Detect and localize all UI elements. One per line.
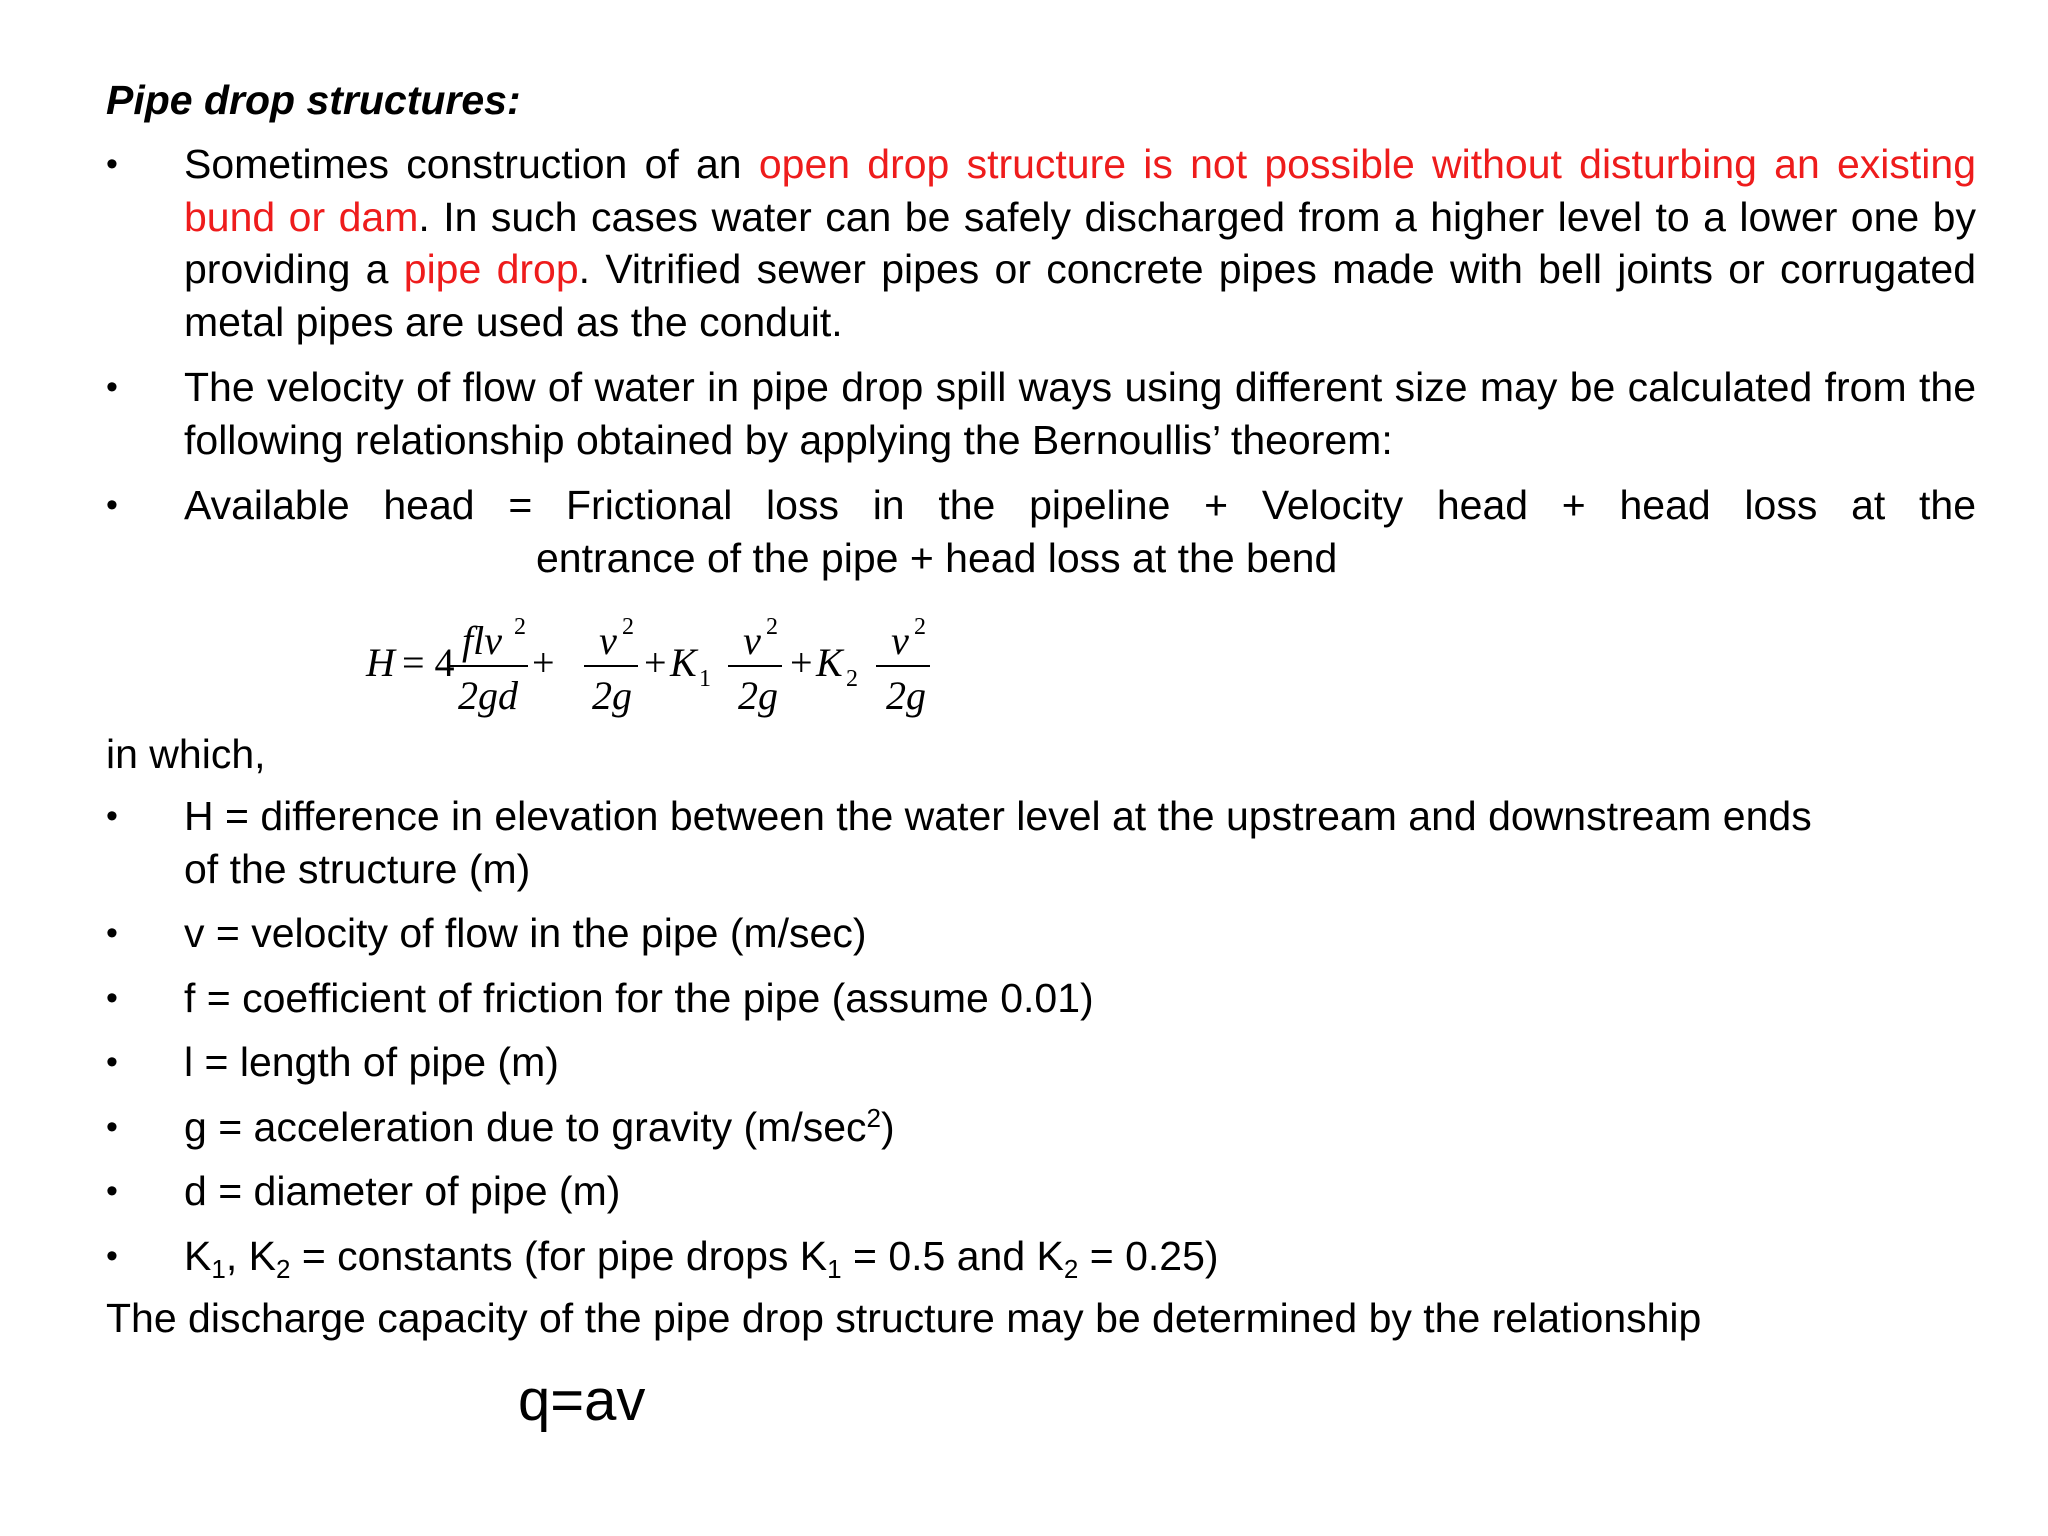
intro-bullet-list bbox=[106, 138, 1976, 584]
formula-num1: flv bbox=[462, 618, 502, 663]
bullet-icon: • bbox=[106, 914, 118, 952]
definition-text: f = coefficient of friction for the pipe (assume 0.01) bbox=[184, 974, 1094, 1021]
formula-den2: 2g bbox=[592, 673, 632, 718]
formula-num4: v bbox=[891, 618, 909, 663]
bullet-icon: • bbox=[106, 978, 118, 1017]
definition-text: H = difference in elevation between the water level at the upstream and downstream ends bbox=[184, 793, 1812, 839]
formula-sub1: 1 bbox=[699, 666, 711, 692]
list-item bbox=[106, 907, 1976, 960]
head-loss-formula bbox=[362, 602, 962, 732]
discharge-text: The discharge capacity of the pipe drop structure may be determined by the relationship bbox=[106, 1295, 1702, 1341]
bullet-icon: • bbox=[106, 797, 118, 835]
list-item bbox=[106, 1165, 1976, 1218]
subscript: 2 bbox=[275, 1253, 291, 1284]
formula-sq1: 2 bbox=[514, 614, 526, 640]
formula-sq3: 2 bbox=[766, 614, 778, 640]
slide-title: Pipe drop structures: bbox=[106, 77, 521, 123]
definition-text: g = acceleration due to gravity (m/sec bbox=[184, 1103, 867, 1150]
bullet-icon: • bbox=[106, 145, 118, 183]
definition-text: ) bbox=[881, 1103, 895, 1150]
bullet-text: Sometimes construction of an bbox=[184, 141, 759, 187]
subscript: 1 bbox=[211, 1253, 226, 1284]
definition-text: = 0.5 and K bbox=[841, 1232, 1064, 1279]
formula-plus: + bbox=[790, 640, 813, 685]
definition-text: v = velocity of flow in the pipe (m/sec) bbox=[184, 910, 867, 956]
definition-text: , K bbox=[225, 1232, 276, 1279]
list-item bbox=[106, 138, 1976, 348]
formula-num3: v bbox=[743, 618, 761, 663]
list-item bbox=[106, 790, 1976, 895]
highlight-text: open drop structure is not possible without disturbing an existing bund or dam bbox=[184, 141, 1976, 240]
definition-text: of the structure (m) bbox=[184, 845, 531, 892]
formula-eq4: = 4 bbox=[402, 640, 455, 685]
definition-text: d = diameter of pipe (m) bbox=[184, 1168, 621, 1214]
bullet-text: Available head = Frictional loss in the pipeline + Velocity head + head loss at the bbox=[184, 482, 1976, 528]
formula-sub2: 2 bbox=[846, 666, 858, 692]
bullet-icon: • bbox=[106, 1107, 118, 1146]
formula-K1: K bbox=[670, 640, 697, 685]
definition-text: = 0.25) bbox=[1078, 1232, 1219, 1279]
list-item bbox=[106, 361, 1976, 466]
discharge-formula: q=av bbox=[518, 1368, 646, 1433]
subscript: 1 bbox=[827, 1253, 842, 1284]
formula-sq4: 2 bbox=[914, 614, 926, 640]
formula-H: H bbox=[366, 640, 395, 685]
list-item bbox=[106, 1101, 1976, 1154]
formula-den1: 2gd bbox=[458, 673, 518, 718]
list-item bbox=[106, 1230, 1976, 1283]
in-which-label: in which, bbox=[106, 731, 266, 777]
bullet-icon: • bbox=[106, 1043, 118, 1081]
formula-num2: v bbox=[599, 618, 617, 663]
bullet-icon: • bbox=[106, 368, 118, 406]
list-item bbox=[106, 972, 1976, 1025]
bullet-icon: • bbox=[106, 1172, 118, 1210]
definition-text: = constants (for pipe drops K bbox=[290, 1232, 828, 1279]
bullet-icon: • bbox=[106, 1236, 118, 1275]
formula-K2: K bbox=[816, 640, 843, 685]
formula-den4: 2g bbox=[886, 673, 926, 718]
superscript: 2 bbox=[866, 1102, 881, 1133]
bullet-icon: • bbox=[106, 486, 118, 524]
formula-den3: 2g bbox=[738, 673, 778, 718]
highlight-text: pipe drop bbox=[403, 246, 579, 292]
subscript: 2 bbox=[1063, 1253, 1079, 1284]
list-item bbox=[106, 479, 1976, 584]
bullet-text: The velocity of flow of water in pipe drop spill ways using different size may be calculated from the following relationship obtained by applying the Bernoullis’ theorem: bbox=[184, 364, 1976, 463]
bullet-text-continuation: entrance of the pipe + head loss at the bend bbox=[536, 534, 1338, 581]
formula-plus: + bbox=[644, 640, 667, 685]
bullet-text: . In such cases water can be safely discharged from a higher level to a lower one by providing a bbox=[184, 193, 1976, 292]
bullet-text: . Vitrified sewer pipes or concrete pipes made with bell joints or corrugated metal pipes are used as the conduit. bbox=[184, 246, 1977, 345]
definition-list bbox=[106, 790, 1976, 1282]
list-item bbox=[106, 1036, 1976, 1089]
formula-plus: + bbox=[532, 640, 555, 685]
formula-sq2: 2 bbox=[622, 614, 634, 640]
definition-text: K bbox=[184, 1232, 212, 1279]
definition-text: l = length of pipe (m) bbox=[184, 1039, 559, 1085]
